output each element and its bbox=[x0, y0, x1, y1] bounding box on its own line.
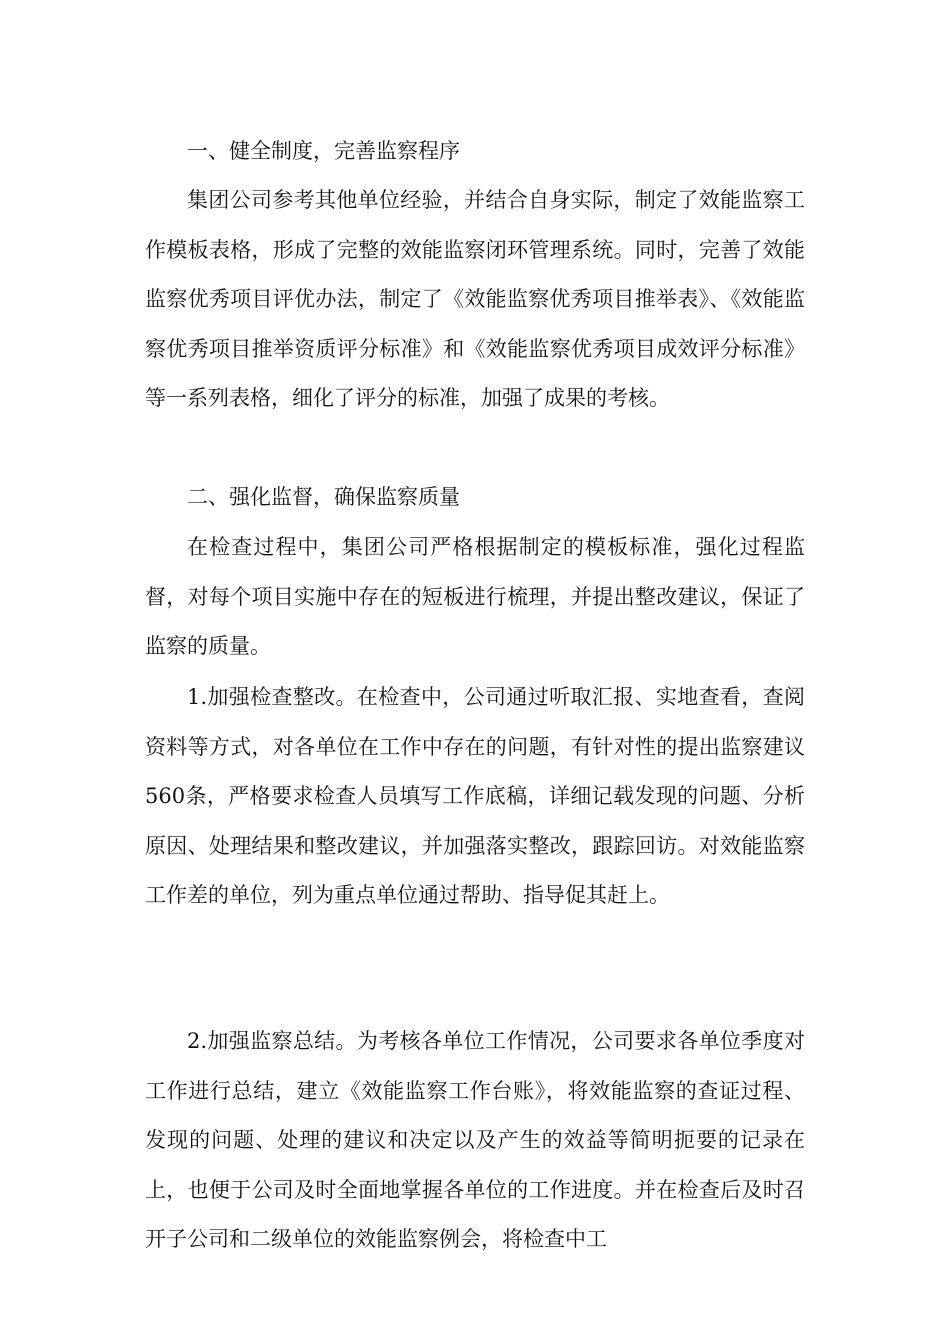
section-1-paragraph-1: 集团公司参考其他单位经验，并结合自身实际，制定了效能监察工作模板表格，形成了完整的效能监察闭环管理系统。同时，完善了效能监察优秀项目评优办法，制定了《效能监察优秀项目推举表》、《效能监察优秀项目推举资质评分标准》和《效能监察优秀项目成效评分标准》等一系列表格，细化了评分的标准，加强了成果的考核。 bbox=[145, 188, 805, 410]
section-heading-2: 二、强化监督，确保监察质量 bbox=[187, 485, 460, 509]
section-2-paragraph-2: 1.加强检查整改。在检查中，公司通过听取汇报、实地查看，查阅资料等方式，对各单位在工作中存在的问题，有针对性的提出监察建议560条，严格要求检查人员填写工作底稿，详细记载发现的问题、分析原因、处理结果和整改建议，并加强落实整改，跟踪回访。对效能监察工作差的单位，列为重点单位通过帮助、指导促其赶上。 bbox=[145, 685, 805, 907]
section-2-paragraph-3: 2.加强监察总结。为考核各单位工作情况，公司要求各单位季度对工作进行总结，建立《效能监察工作台账》，将效能监察的查证过程、发现的问题、处理的建议和决定以及产生的效益等简明扼要的记录在上，也便于公司及时全面地掌握各单位的工作进度。并在检查后及时召开子公司和二级单位的效能监察例会，将检查中工 bbox=[145, 1029, 805, 1251]
section-2-paragraph-1: 在检查过程中，集团公司严格根据制定的模板标准，强化过程监督，对每个项目实施中存在的短板进行梳理，并提出整改建议，保证了监察的质量。 bbox=[145, 535, 805, 658]
section-heading-1: 一、健全制度，完善监察程序 bbox=[187, 139, 460, 163]
